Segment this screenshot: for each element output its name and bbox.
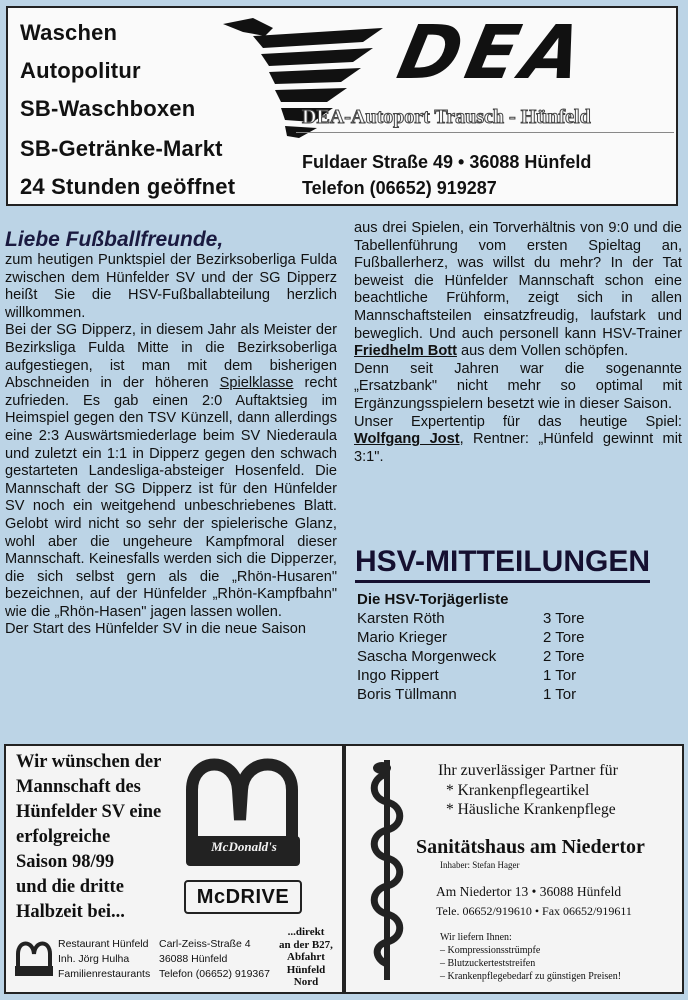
restaurant-owner: Inh. Jörg Hulha (58, 953, 130, 965)
aesculapius-staff-icon (362, 754, 412, 984)
direction-line: Hünfeld (286, 963, 326, 976)
article-text: aus dem Vollen schöpfen. (456, 343, 629, 360)
article-column-left (5, 252, 337, 639)
ad-line: und die dritte (16, 877, 124, 897)
mcdonalds-logo-text: McDonald's (211, 839, 277, 854)
expert-name: Wolfgang Jost (354, 431, 460, 448)
dea-advertisement (6, 6, 678, 206)
article-paragraph-continuation: aus drei Spielen, ein Torverhältnis von 9:0 und die Tabellenführung vom ersten Spieltag an, Fußballerherz, was willst du mehr? In der Tat beweist die Hünfelder Mannschaft schon eine beachtliche Frühform, zeigt sich in allen Mannschaftsteilen einsatzfreudig, laufstark und beweglich. Und auch personell kann HSV-Trainer Friedhelm Bott aus dem Vollen schöpfen. (354, 220, 682, 360)
scorer-name: Sascha Morgenweck (357, 648, 497, 665)
article-text: , Rentner: „Hünfeld gewinnt mit 3:1". (354, 431, 682, 465)
article-paragraph-dipperz (5, 322, 337, 621)
article-paragraph-expert (354, 414, 682, 467)
ad-line: Halbzeit bei... (16, 902, 125, 922)
article-paragraph-start: Der Start des Hünfelder SV in die neue Saison (5, 621, 306, 638)
scorer-row (357, 685, 597, 704)
restaurant-city: 36088 Hünfeld (159, 953, 228, 965)
dea-address: Fuldaer Straße 49 • 36088 Hünfeld (302, 152, 592, 172)
ad-line: Wir wünschen der (16, 752, 162, 772)
article-text: Bei der SG Dipperz, in diesem Jahr als Meister der Bezirksliga Fulda Mitte in die Bezirksoberliga aufgestiegen, ist man mit dem bisherigen Abschneiden in der höheren (5, 322, 337, 392)
article-headline: Liebe Fußballfreunde, (5, 228, 224, 251)
scorer-row (357, 647, 597, 666)
scorer-name: Mario Krieger (357, 629, 448, 646)
san-deliver-item: – Blutzuckerteststreifen (440, 958, 536, 969)
trainer-name: Friedhelm Bott (354, 343, 457, 360)
restaurant-street: Carl-Zeiss-Straße 4 (159, 938, 251, 950)
restaurant-type: Familienrestaurants (58, 968, 151, 980)
san-name: Sanitätshaus am Niedertor (416, 836, 645, 858)
scorer-name: Karsten Röth (357, 610, 445, 627)
dea-phone: Telefon (06652) 919287 (302, 178, 497, 198)
direction-line: an der B27, (279, 938, 333, 951)
dea-subtitle: DEA-Autoport Trausch - Hünfeld (302, 106, 591, 128)
scorer-goals: 1 Tor (543, 686, 577, 703)
direction-line: Nord (293, 976, 319, 988)
ad-line: Saison 98/99 (16, 852, 115, 872)
san-address: Am Niedertor 13 • 36088 Hünfeld (436, 884, 622, 899)
direction-line: Abfahrt (287, 951, 325, 963)
san-deliver-item: – Kompressionsstrümpfe (440, 945, 541, 956)
ad-line: Mannschaft des (16, 777, 141, 797)
scorer-row (357, 666, 597, 685)
dea-service-getraenke: SB-Getränke-Markt (20, 136, 223, 161)
mcdonalds-advertisement (4, 744, 344, 994)
scorer-goals: 2 Tore (543, 648, 585, 665)
article-underlined-word: Spielklasse (219, 375, 294, 392)
dea-service-waschboxen: SB-Waschboxen (20, 96, 196, 121)
ad-line: erfolgreiche (16, 827, 111, 847)
hsv-title: HSV-MITTEILUNGEN (355, 546, 650, 583)
restaurant-phone: Telefon (06652) 919367 (159, 968, 270, 980)
scorer-goals: 2 Tore (543, 629, 585, 646)
san-item: * Häusliche Krankenpflege (446, 801, 616, 818)
article-paragraph-intro: zum heutigen Punktspiel der Bezirksoberliga Fulda zwischen dem Hünfelder SV und der SG Dipperz heißt Sie die HSV-Fußballabteilung herzlich willkommen. (5, 252, 337, 321)
dea-logo: DEA (390, 10, 597, 96)
mcdrive-direction (270, 926, 342, 989)
ad-line: Hünfelder SV eine (16, 802, 162, 822)
article-text: recht zufrieden. Es gab einen 2:0 Auftaktsieg im Heimspiel gegen den TSV Künzell, dann allerdings eine 2:3 Auswärtsmiederlage beim SV Niederaula und zuletzt ein 1:1 in Dipperz gegen den schwach gestarteten Landesliga-absteiger Hosenfeld. Die Mannschaft der SG Dipperz ist für den Hünfelder SV noch ein weitgehend unbeschriebenes Blatt. Gelobt wird nicht so sehr der spielerische Glanz, wohl aber die ungeheure Kampfmoral dieser Mannschaft. Keinesfalls werden sich die Dipperzer, die sich selbst gern als die „Rhön-Husaren" bezeichnen, auf der Hünfelder „Rhön-Kampfbahn" wie die „Rhön-Hasen" jagen lassen wollen. (5, 375, 337, 620)
scorer-goals: 3 Tore (543, 610, 585, 627)
san-owner: Inhaber: Stefan Hager (440, 860, 520, 870)
article-paragraph-ersatzbank: Denn seit Jahren war die sogenannte „Ersatzbank" nicht mehr so optimal mit Ergänzungsspielern besetzt wie in dieser Saison. (354, 360, 682, 412)
scorer-row (357, 609, 597, 628)
small-arches-icon (14, 938, 54, 978)
mcdrive-logo: McDRIVE (184, 880, 302, 914)
scorer-list-title: Die HSV-Torjägerliste (357, 591, 509, 608)
san-deliver-item: – Krankenpflegebedarf zu günstigen Preisen! (440, 971, 622, 982)
article-column-right (354, 220, 682, 466)
dea-divider (296, 132, 674, 133)
article-text: Unser Expertentip für das heutige Spiel: (354, 413, 682, 430)
san-item: * Krankenpflegeartikel (446, 782, 590, 799)
scorer-name: Ingo Rippert (357, 667, 439, 684)
scorer-name: Boris Tüllmann (357, 686, 457, 703)
dea-service-autopolitur: Autopolitur (20, 58, 141, 83)
san-tagline: Ihr zuverlässiger Partner für (438, 762, 618, 779)
sanitaetshaus-advertisement (344, 744, 684, 994)
direction-line: ...direkt (287, 926, 325, 938)
dea-service-waschen: Waschen (20, 20, 118, 45)
scorer-row (357, 628, 597, 647)
san-deliver-title: Wir liefern Ihnen: (440, 932, 512, 943)
scorer-goals: 1 Tor (543, 667, 577, 684)
restaurant-name: Restaurant Hünfeld (58, 938, 149, 950)
dea-service-hours: 24 Stunden geöffnet (20, 174, 236, 199)
san-phone: Tele. 06652/919610 • Fax 06652/919611 (436, 904, 632, 918)
